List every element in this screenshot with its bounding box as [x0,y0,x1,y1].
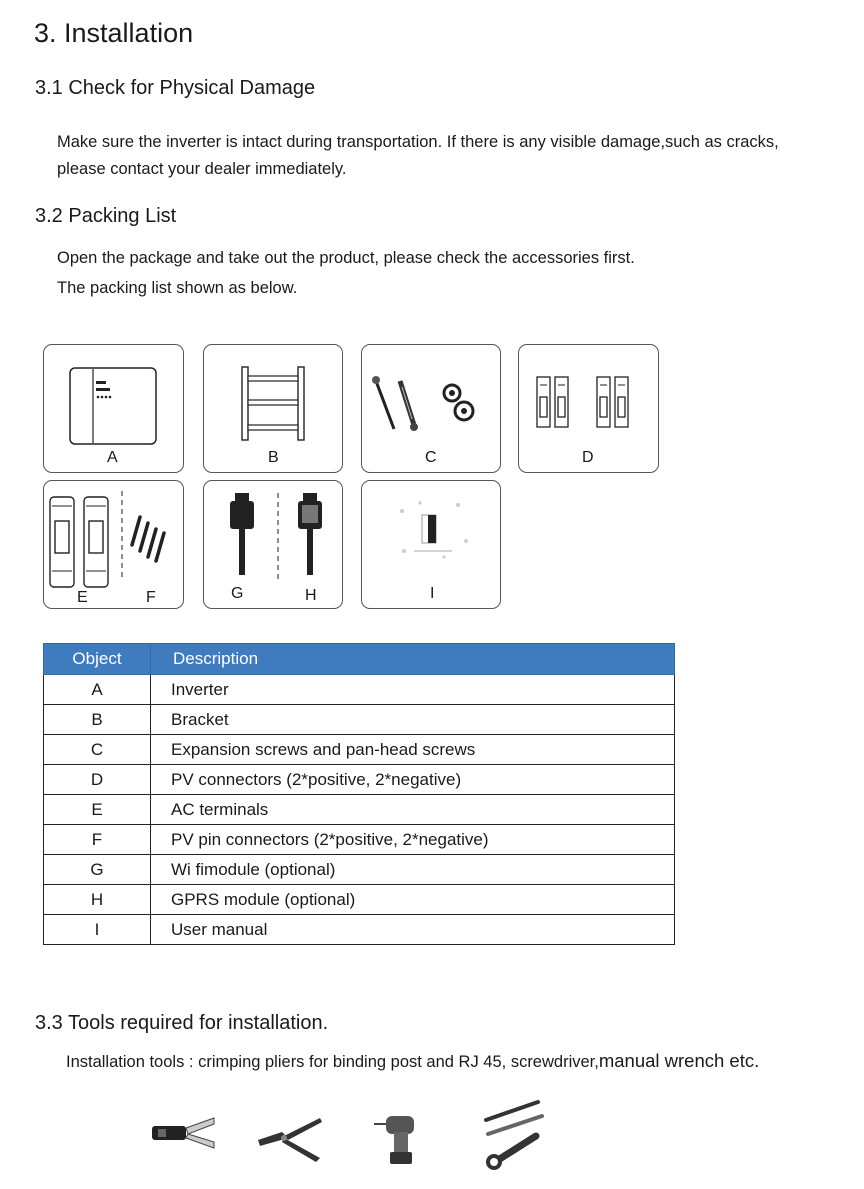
packing-line-2: The packing list shown as below. [57,279,298,297]
figure-label-h: H [305,587,317,604]
description-cell: PV connectors (2*positive, 2*negative) [151,765,675,795]
tools-paragraph [66,1050,759,1072]
tools-text-large: manual wrench etc. [598,1050,760,1071]
figure-box-b [203,344,343,473]
table-row [44,825,675,855]
table-header-row [44,644,675,675]
section-heading-tools: 3.3 Tools required for installation. [35,1012,329,1034]
object-cell: E [44,795,151,825]
figure-box-d [518,344,659,473]
table-row [44,885,675,915]
packing-list-table [43,643,675,945]
table-row [44,765,675,795]
object-cell: C [44,735,151,765]
figure-label-i: I [430,585,435,602]
table-row [44,795,675,825]
figure-label-f: F [146,589,156,606]
figure-box-i [361,480,501,609]
packing-line-1: Open the package and take out the product, please check the accessories first. [57,249,635,267]
figure-label-d: D [582,449,594,466]
ac-terminals-icon [44,481,183,608]
table-row [44,705,675,735]
figure-box-ef [43,480,184,609]
object-cell: G [44,855,151,885]
section-heading-packing: 3.2 Packing List [35,205,177,227]
description-cell: GPRS module (optional) [151,885,675,915]
description-cell: Expansion screws and pan-head screws [151,735,675,765]
object-cell: I [44,915,151,945]
description-cell: Bracket [151,705,675,735]
wire-pliers-icon [254,1114,324,1164]
column-header-description: Description [151,644,675,675]
page-title: 3. Installation [34,18,194,48]
damage-paragraph [57,129,779,183]
object-cell: F [44,825,151,855]
table-row [44,915,675,945]
column-header-object: Object [44,644,151,675]
table-row [44,735,675,765]
crimping-pliers-icon [150,1112,216,1154]
figure-label-g: G [231,585,244,602]
screwdriver-wrench-icon [480,1098,550,1170]
object-cell: D [44,765,151,795]
figure-box-c [361,344,501,473]
section-heading-damage: 3.1 Check for Physical Damage [35,77,316,99]
drill-icon [372,1110,422,1168]
figure-label-b: B [268,449,279,466]
figure-box-gh [203,480,343,609]
table-row [44,855,675,885]
figure-label-c: C [425,449,437,466]
object-cell: B [44,705,151,735]
description-cell: User manual [151,915,675,945]
description-cell: AC terminals [151,795,675,825]
description-cell: Wi fimodule (optional) [151,855,675,885]
packing-paragraph [57,243,635,303]
object-cell: H [44,885,151,915]
object-cell: A [44,675,151,705]
damage-line-2: please contact your dealer immediately. [57,160,347,178]
table-row [44,675,675,705]
figure-label-a: A [107,449,118,466]
description-cell: PV pin connectors (2*positive, 2*negative) [151,825,675,855]
modules-icon [204,481,342,608]
damage-line-1: Make sure the inverter is intact during transportation. If there is any visible damage,such as cracks, [57,133,779,151]
description-cell: Inverter [151,675,675,705]
figure-box-a [43,344,184,473]
tools-text: Installation tools : crimping pliers for binding post and RJ 45, screwdriver, [66,1053,599,1071]
figure-label-e: E [77,589,88,606]
